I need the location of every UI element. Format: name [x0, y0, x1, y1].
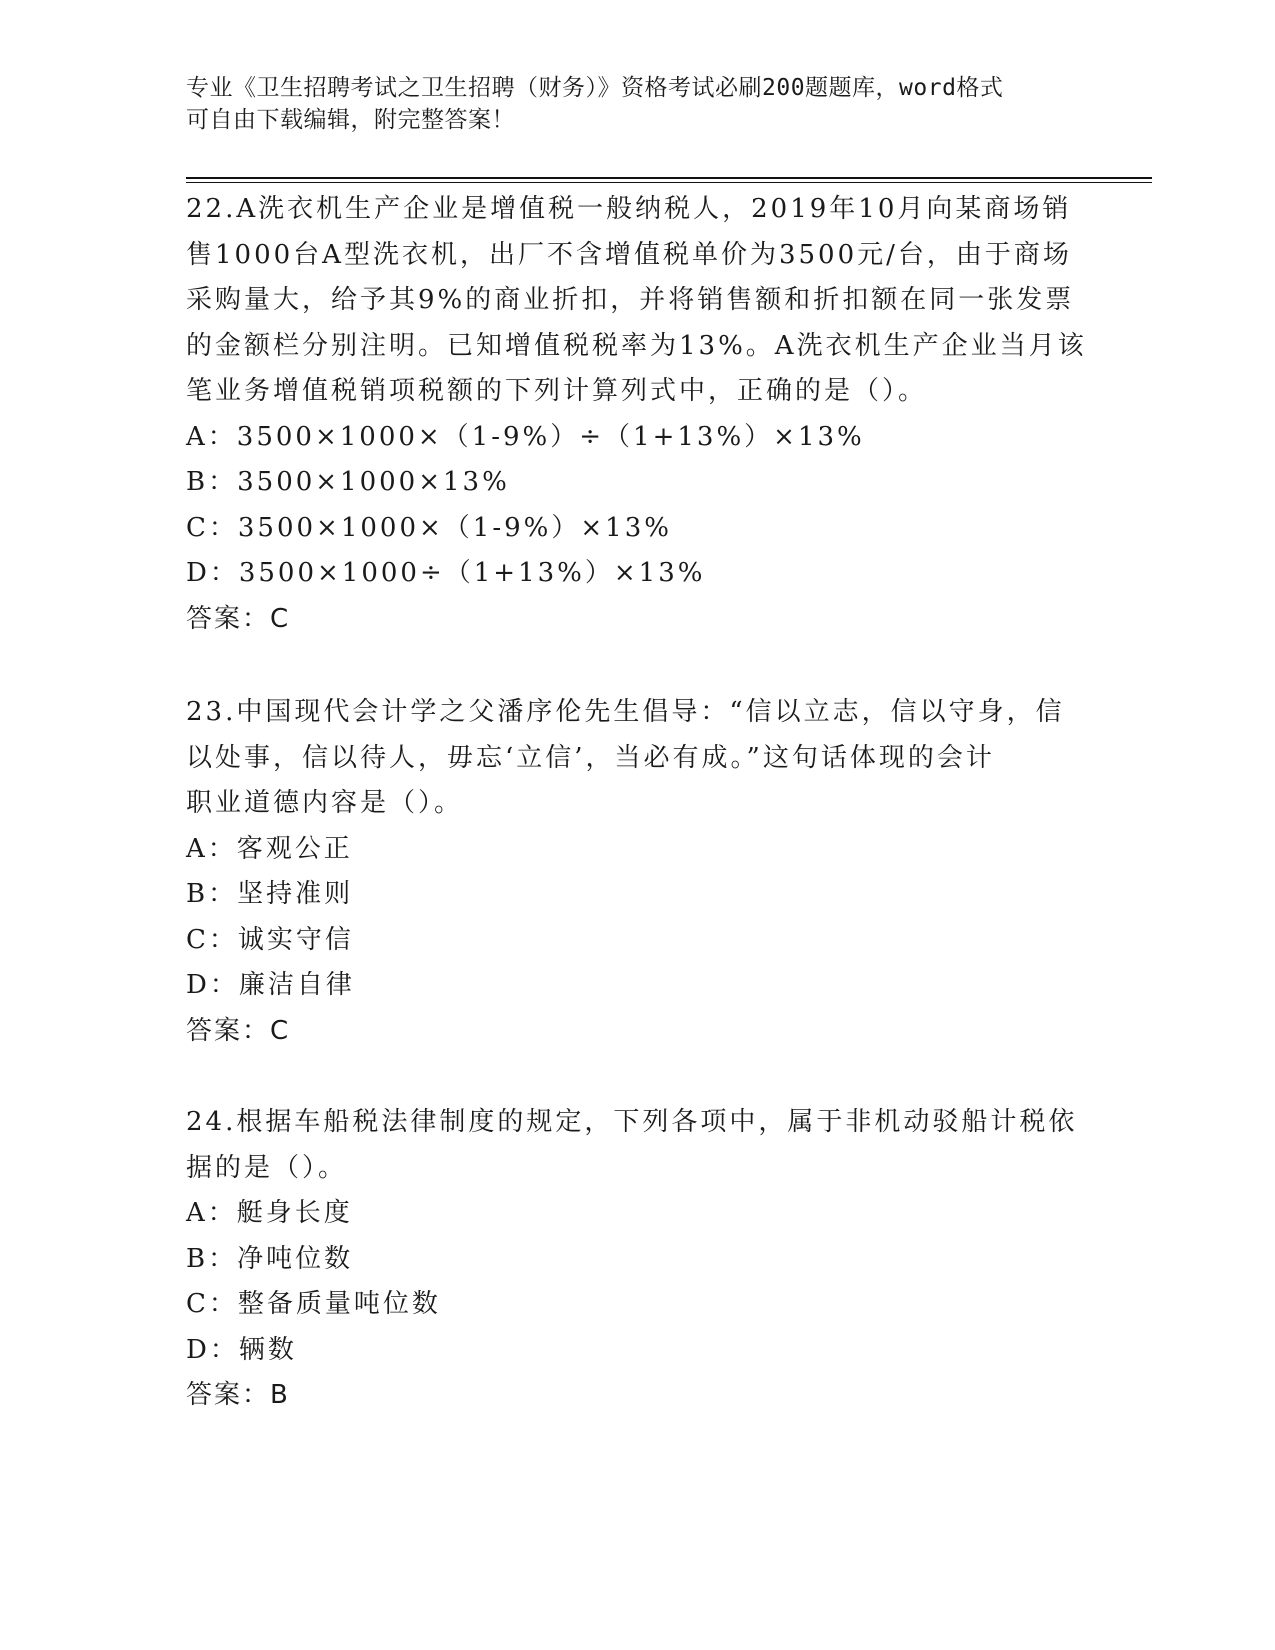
header-divider-thick	[186, 177, 1152, 179]
option-c: C：诚实守信	[186, 924, 354, 955]
stem-line: 的金额栏分别注明。已知增值税税率为13%。A洗衣机生产企业当月该	[186, 330, 1087, 361]
option-b: B：坚持准则	[186, 879, 354, 909]
question-24	[186, 1100, 1086, 1419]
stem-line: 22.A洗衣机生产企业是增值税一般纳税人，2019年10月向某商场销	[186, 194, 1072, 224]
option-b: B：净吨位数	[186, 1243, 354, 1274]
question-22	[186, 187, 1086, 642]
stem-line: 以处事，信以待人，毋忘‘立信’，当必有成。”这句话体现的会计	[186, 742, 995, 773]
stem-line: 采购量大，给予其9%的商业折扣，并将销售额和折扣额在同一张发票	[186, 285, 1075, 315]
option-d: D：廉洁自律	[186, 970, 355, 1000]
option-c: C：3500×1000×（1-9%）×13%	[186, 512, 672, 543]
option-a: A：客观公正	[186, 833, 353, 864]
option-a: A：艇身长度	[186, 1198, 353, 1228]
option-b: B：3500×1000×13%	[186, 467, 510, 497]
option-d: D：3500×1000÷（1+13%）×13%	[186, 558, 706, 588]
stem-line: 售1000台A型洗衣机，出厂不含增值税单价为3500元/台，由于商场	[186, 239, 1072, 270]
stem-line: 据的是（）。	[186, 1152, 348, 1183]
stem-line: 24.根据车船税法律制度的规定，下列各项中，属于非机动驳船计税依	[186, 1107, 1078, 1137]
question-23	[186, 690, 1086, 1054]
stem-line: 笔业务增值税销项税额的下列计算列式中，正确的是（）。	[186, 376, 928, 406]
header-line-2: 可自由下载编辑，附完整答案！	[186, 107, 515, 133]
stem-line: 职业道德内容是（）。	[186, 788, 464, 818]
answer-line: 答案：B	[186, 1380, 290, 1410]
option-d: D：辆数	[186, 1334, 297, 1365]
question-stem	[186, 1100, 1086, 1191]
question-stem	[186, 187, 1086, 415]
answer-line: 答案：C	[186, 1015, 291, 1046]
question-stem	[186, 690, 1086, 827]
option-a: A：3500×1000×（1-9%）÷（1+13%）×13%	[186, 421, 865, 452]
answer-line: 答案：C	[186, 603, 291, 634]
stem-line: 23.中国现代会计学之父潘序伦先生倡导：“信以立志，信以守身，信	[186, 697, 1065, 727]
document-header	[186, 72, 1086, 136]
option-c: C：整备质量吨位数	[186, 1289, 441, 1319]
header-divider-thin	[186, 182, 1152, 183]
header-line-1: 专业《卫生招聘考试之卫生招聘（财务）》资格考试必刷200题题库，word格式	[186, 75, 1004, 101]
